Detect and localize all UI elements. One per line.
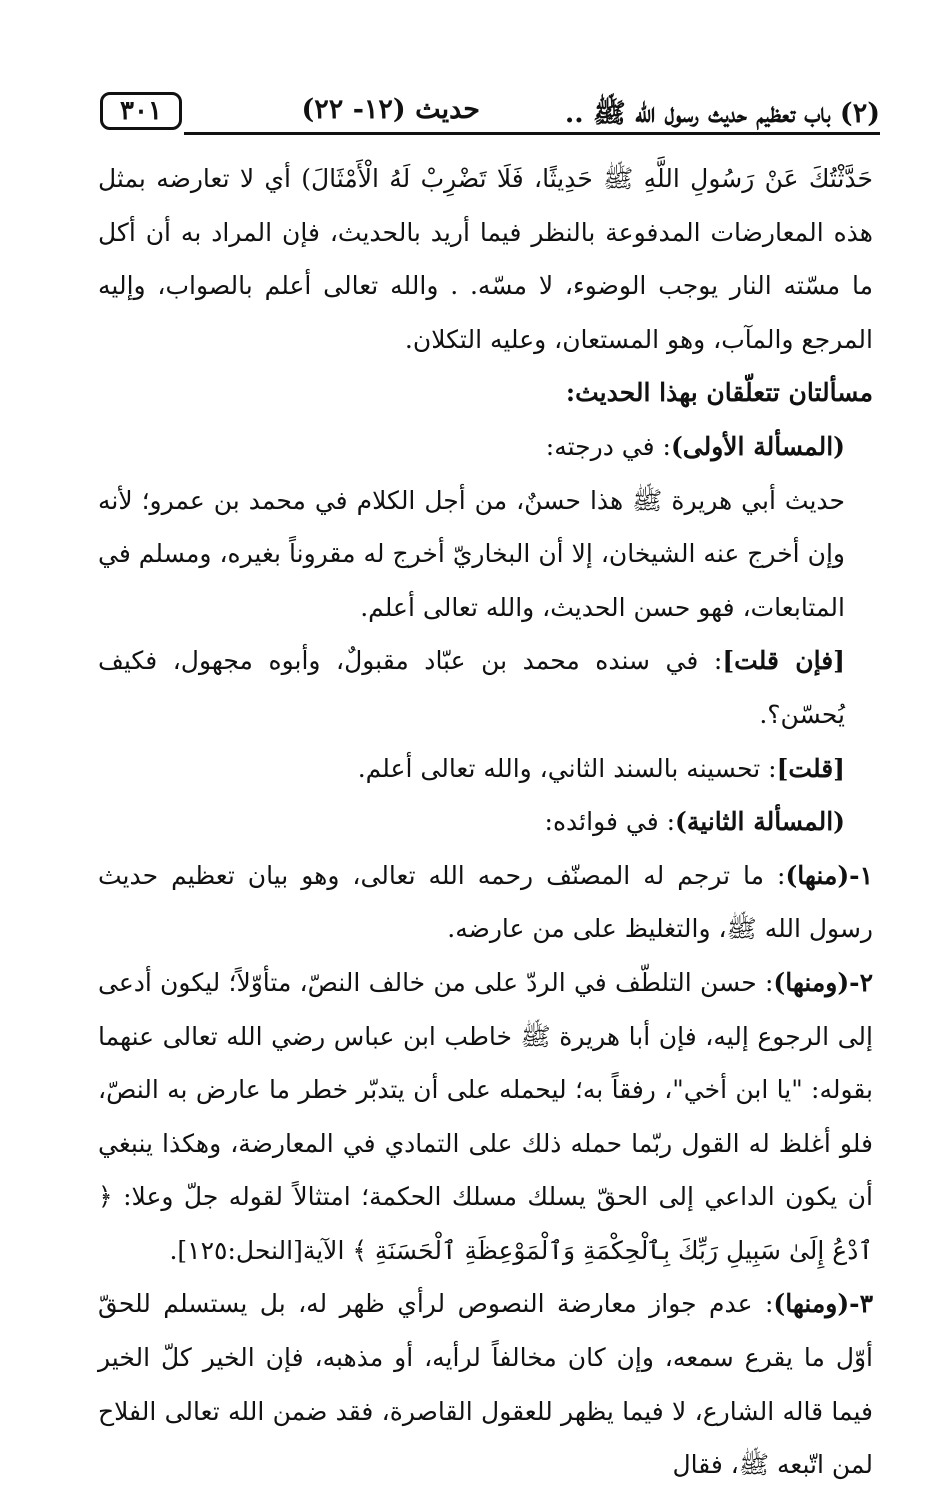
lead-label: ٣-(ومنها)	[773, 1289, 873, 1319]
paragraph	[98, 795, 873, 849]
lead-label: [فإن قلت]	[722, 646, 845, 676]
page-number-box	[100, 92, 182, 130]
paragraph	[98, 152, 873, 366]
paragraph-text: حديث أبي هريرة ﷺ هذا حسنٌ، من أجل الكلام في محمد بن عمرو؛ لأنه وإن أخرج عنه الشيخان، إلا أن البخاريّ أخرج له مقروناً بغيره، ومسلم في المتابعات، فهو حسن الحديث، والله تعالى أعلم.	[98, 485, 845, 622]
section-heading	[98, 366, 873, 420]
paragraph-text: : ما ترجم له المصنّف رحمه الله تعالى، وهو بيان تعظيم حديث رسول الله ﷺ، والتغليظ على من عارضه.	[98, 860, 873, 944]
lead-label: ١-(منها)	[785, 860, 873, 890]
paragraph	[98, 742, 873, 796]
paragraph	[98, 849, 873, 956]
page-header	[100, 88, 880, 138]
lead-label: [قلت]	[776, 753, 845, 783]
paragraph-text: : حسن التلطّف في الردّ على من خالف النصّ، متأوّلاً؛ ليكون أدعى إلى الرجوع إليه، فإن أبا هريرة ﷺ خاطب ابن عباس رضي الله تعالى عنهما بقوله: "يا ابن أخي"، رفقاً به؛ ليحمله على أن يتدبّر خطر ما عارض به النصّ، فلو أغلظ له القول ربّما حمله ذلك على التمادي في المعارضة، وهكذا ينبغي أن يكون الداعي إلى الحقّ يسلك مسلك الحكمة؛ امتثالاً لقوله جلّ وعلا: ﴿ ٱدْعُ إِلَىٰ سَبِيلِ رَبِّكَ بِٱلْحِكْمَةِ وَٱلْمَوْعِظَةِ ٱلْحَسَنَةِ ﴾ الآية[النحل:١٢٥].	[98, 967, 873, 1265]
paragraph	[98, 474, 873, 635]
paragraph	[98, 1277, 873, 1491]
paragraph-text: حَدَّثْتُكَ عَنْ رَسُولِ اللَّهِ ﷺ حَدِيثًا، فَلَا تَضْرِبْ لَهُ الْأَمْثَالَ) أي لا تعارضه بمثل هذه المعارضات المدفوعة بالنظر فيما أريد بالحديث، فإن المراد به أن أكل ما مسّته النار يوجب الوضوء، لا مسّه. . والله تعالى أعلم بالصواب، وإليه المرجع والمآب، وهو المستعان، وعليه التكلان.	[98, 164, 873, 354]
paragraph-text: : في سنده محمد بن عبّاد مقبولٌ، وأبوه مجهول، فكيف يُحسّن؟.	[98, 646, 845, 729]
page-body	[98, 152, 873, 1492]
paragraph-text: : عدم جواز معارضة النصوص لرأي ظهر له، بل يستسلم للحقّ أوّل ما يقرع سمعه، وإن كان مخالفاً لرأيه، أو مذهبه، فإن الخير كلّ الخير فيما قاله الشارع، لا فيما يظهر للعقول القاصرة، فقد ضمن الله تعالى الفلاح لمن اتّبعه ﷺ، فقال	[98, 1289, 873, 1480]
paragraph	[98, 634, 873, 741]
paragraph-text: : في درجته:	[545, 431, 671, 461]
lead-label: (المسألة الثانية)	[675, 807, 845, 837]
lead-label: ٢-(ومنها)	[773, 967, 873, 997]
paragraph-text: : في فوائده:	[544, 807, 676, 837]
chapter-title: (٢) باب تعظيم حديث رسول الله ﷺ ..	[564, 98, 880, 129]
hadith-reference: حديث (١٢- ٢٢)	[301, 94, 480, 125]
page-number: ٣٠١	[120, 96, 162, 126]
lead-label: (المسألة الأولى)	[670, 431, 845, 461]
paragraph	[98, 956, 873, 1278]
heading-text: مسألتان تتعلّقان بهذا الحديث:	[565, 378, 873, 408]
header-rule	[184, 132, 880, 135]
paragraph-text: : تحسينه بالسند الثاني، والله تعالى أعلم.	[357, 753, 777, 783]
paragraph	[98, 420, 873, 474]
